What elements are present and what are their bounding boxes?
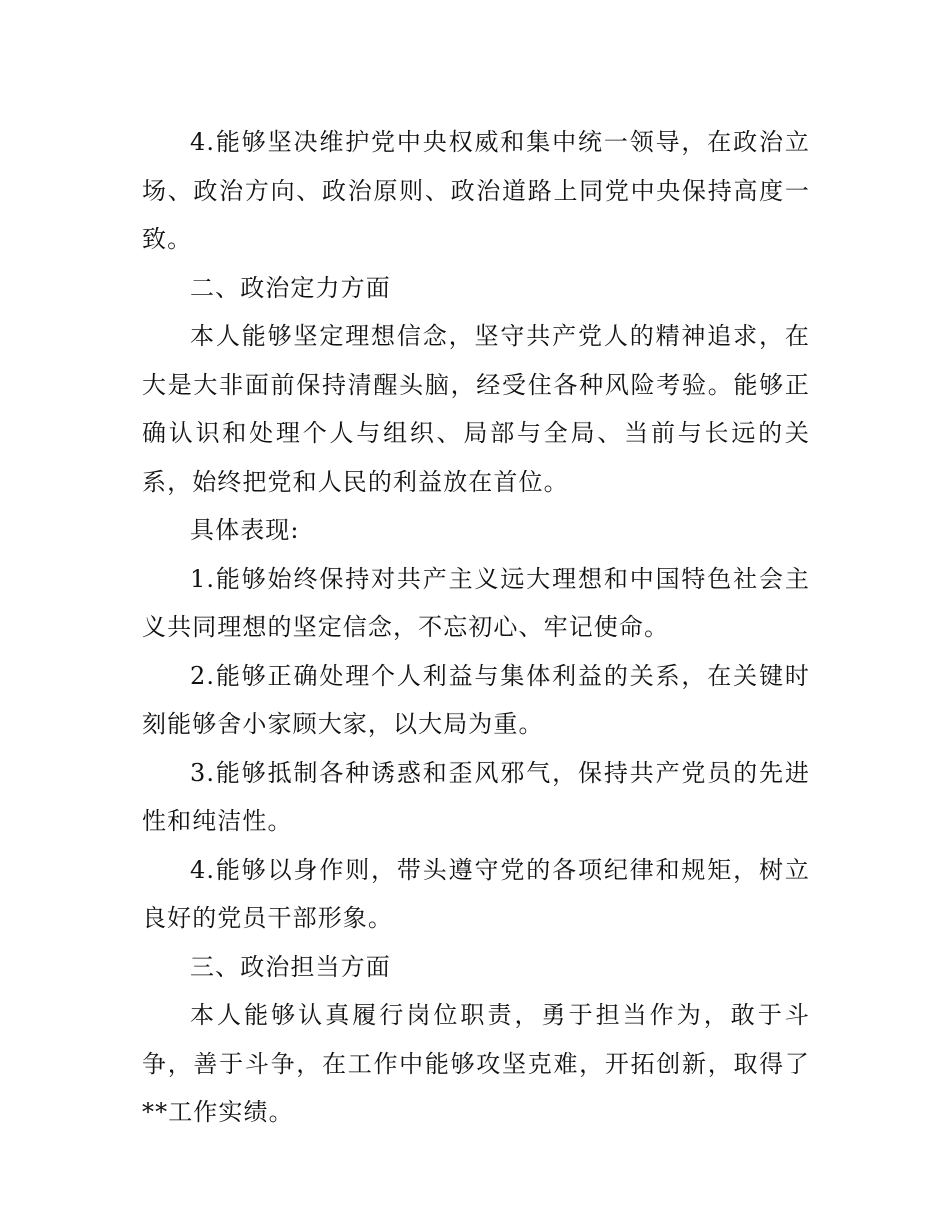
paragraph-point-4-example: 4.能够以身作则，带头遵守党的各项纪律和规矩，树立良好的党员干部形象。 xyxy=(142,855,810,932)
paragraph-point-4-authority: 4.能够坚决维护党中央权威和集中统一领导，在政治立场、政治方向、政治原则、政治道路上同党中央保持高度一致。 xyxy=(142,128,810,253)
subheading-specific-performance: 具体表现: xyxy=(190,516,300,544)
paragraph-stability-summary: 本人能够坚定理想信念，坚守共产党人的精神追求，在大是大非面前保持清醒头脑，经受住各种风险考验。能够正确认识和处理个人与组织、局部与全局、当前与长远的关系，始终把党和人民的利益放在首位。 xyxy=(142,322,810,496)
paragraph-point-2-interests: 2.能够正确处理个人利益与集体利益的关系，在关键时刻能够舍小家顾大家，以大局为重。 xyxy=(142,661,810,738)
paragraph-responsibility-summary: 本人能够认真履行岗位职责，勇于担当作为，敢于斗争，善于斗争，在工作中能够攻坚克难，开拓创新，取得了**工作实绩。 xyxy=(142,1001,810,1126)
paragraph-point-3-integrity: 3.能够抵制各种诱惑和歪风邪气，保持共产党员的先进性和纯洁性。 xyxy=(142,758,810,835)
section-heading-political-responsibility: 三、政治担当方面 xyxy=(190,952,391,981)
document-body xyxy=(142,118,810,1137)
section-heading-political-stability: 二、政治定力方面 xyxy=(190,273,391,302)
paragraph-point-1-belief: 1.能够始终保持对共产主义远大理想和中国特色社会主义共同理想的坚定信念，不忘初心、牢记使命。 xyxy=(142,564,810,641)
